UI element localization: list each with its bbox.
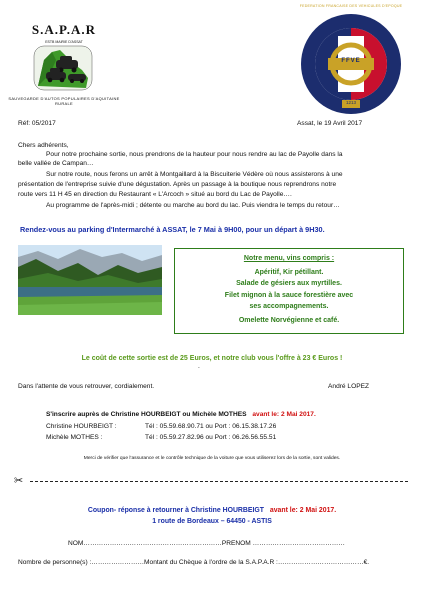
ffve-ring-text: FEDERATION FRANCAISE DES VEHICULES D'EPOQUE: [299, 4, 403, 8]
greeting: Chers adhérents,: [18, 142, 69, 149]
place-date: Assat, le 19 Avril 2017: [297, 120, 363, 127]
scissors-icon: ✂: [14, 474, 24, 487]
coupon-line-1: [0, 506, 424, 515]
cost-info: Le coût de cette sortie est de 25 Euros, et notre club vous l'offre à 23 € Euros !: [81, 355, 343, 362]
name-field[interactable]: NOM………………………………………………………PRENOM ……………………………………: [68, 540, 345, 547]
contact-2-phones: Tél : 05.59.27.82.96 ou Port : 06.26.56.55.51: [145, 434, 277, 441]
register-prefix: S'inscrire auprès de Christine HOURBEIGT ou Michèle MOTHES: [46, 411, 247, 418]
ffve-monogram: FFVE: [341, 58, 361, 64]
insurance-note: Merci de vérifier que l'assurance et le contrôle technique de la voiture que vous utiliserez lors de la sortie, sont valides.: [83, 456, 341, 461]
coupon-return-text: Coupon- réponse à retourner à Christine HOURBEIGT: [87, 507, 264, 514]
contact-2-name: Michèle MOTHES :: [46, 434, 103, 441]
rendezvous-info: Rendez-vous au parking d'Intermarché à ASSAT, le 7 Mai à 9H00, pour un départ à 9H30.: [20, 225, 325, 234]
persons-amount-field[interactable]: Nombre de personne(s) :……………………Montant du Chèque à l'ordre de la S.A.P.A.R :…………………………………€.: [18, 559, 370, 566]
dot-mark: .: [198, 363, 200, 370]
contact-1-phones: Tél : 05.59.68.90.71 ou Port : 06.15.38.17.26: [145, 423, 277, 430]
menu-item-1: Apéritif, Kir pétillant.: [254, 269, 324, 276]
sapar-inner-text: ESTB MAIRIE D'ASSAT: [45, 40, 83, 44]
menu-item-3: Filet mignon à la sauce forestière avec: [224, 292, 354, 299]
lake-photo: [18, 245, 162, 315]
coupon-deadline: avant le: 2 Mai 2017.: [269, 507, 337, 514]
contact-1-name: Christine HOURBEIGT :: [46, 423, 117, 430]
paragraph-2-line-2: présentation de l'entreprise suivie d'une dégustation. Après un passage à la boutique nous reprendrons notre: [18, 181, 337, 188]
reference: Réf: 05/2017: [18, 120, 56, 127]
menu-item-2: Salade de gésiers aux myrtilles.: [236, 280, 342, 287]
cut-line: [30, 481, 408, 482]
ffve-year: 1213: [345, 100, 356, 105]
menu-title: Notre menu, vins compris :: [243, 255, 335, 262]
paragraph-2-line-1: Sur notre route, nous ferons un arrêt à Montgaillard à la Biscuiterie Védère où nous assisterons à une: [46, 171, 343, 178]
menu-item-5: Omelette Norvégienne et café.: [238, 317, 340, 324]
signature: André LOPEZ: [328, 383, 370, 390]
paragraph-1-line-2: belle vallée de Campan…: [18, 160, 94, 167]
sapar-title: S.A.P.A.R: [31, 22, 97, 37]
closing-text: Dans l'attente de vous retrouver, cordialement.: [18, 383, 155, 390]
paragraph-3: Au programme de l'après-midi ; détente ou marche au bord du lac. Puis viendra le temps du retour…: [46, 202, 340, 209]
coupon-address: 1 route de Bordeaux – 64450 - ASTIS: [152, 518, 272, 525]
paragraph-1-line-1: Pour notre prochaine sortie, nous prendrons de la hauteur pour nous rendre au lac de Payolle dans la: [46, 151, 343, 158]
register-deadline: avant le: 2 Mai 2017.: [252, 411, 316, 418]
menu-item-4: ses accompagnements.: [249, 303, 329, 310]
register-line: [46, 410, 316, 419]
paragraph-2-line-3: route vers 11 H 45 en direction du Restaurant « L'Arcoch » situé au bord du Lac de Payolle….: [18, 191, 292, 198]
sapar-arc-text: SAUVEGARDE D'AUTOS POPULAIRES D'AQUITAINE RURALE: [8, 96, 120, 106]
